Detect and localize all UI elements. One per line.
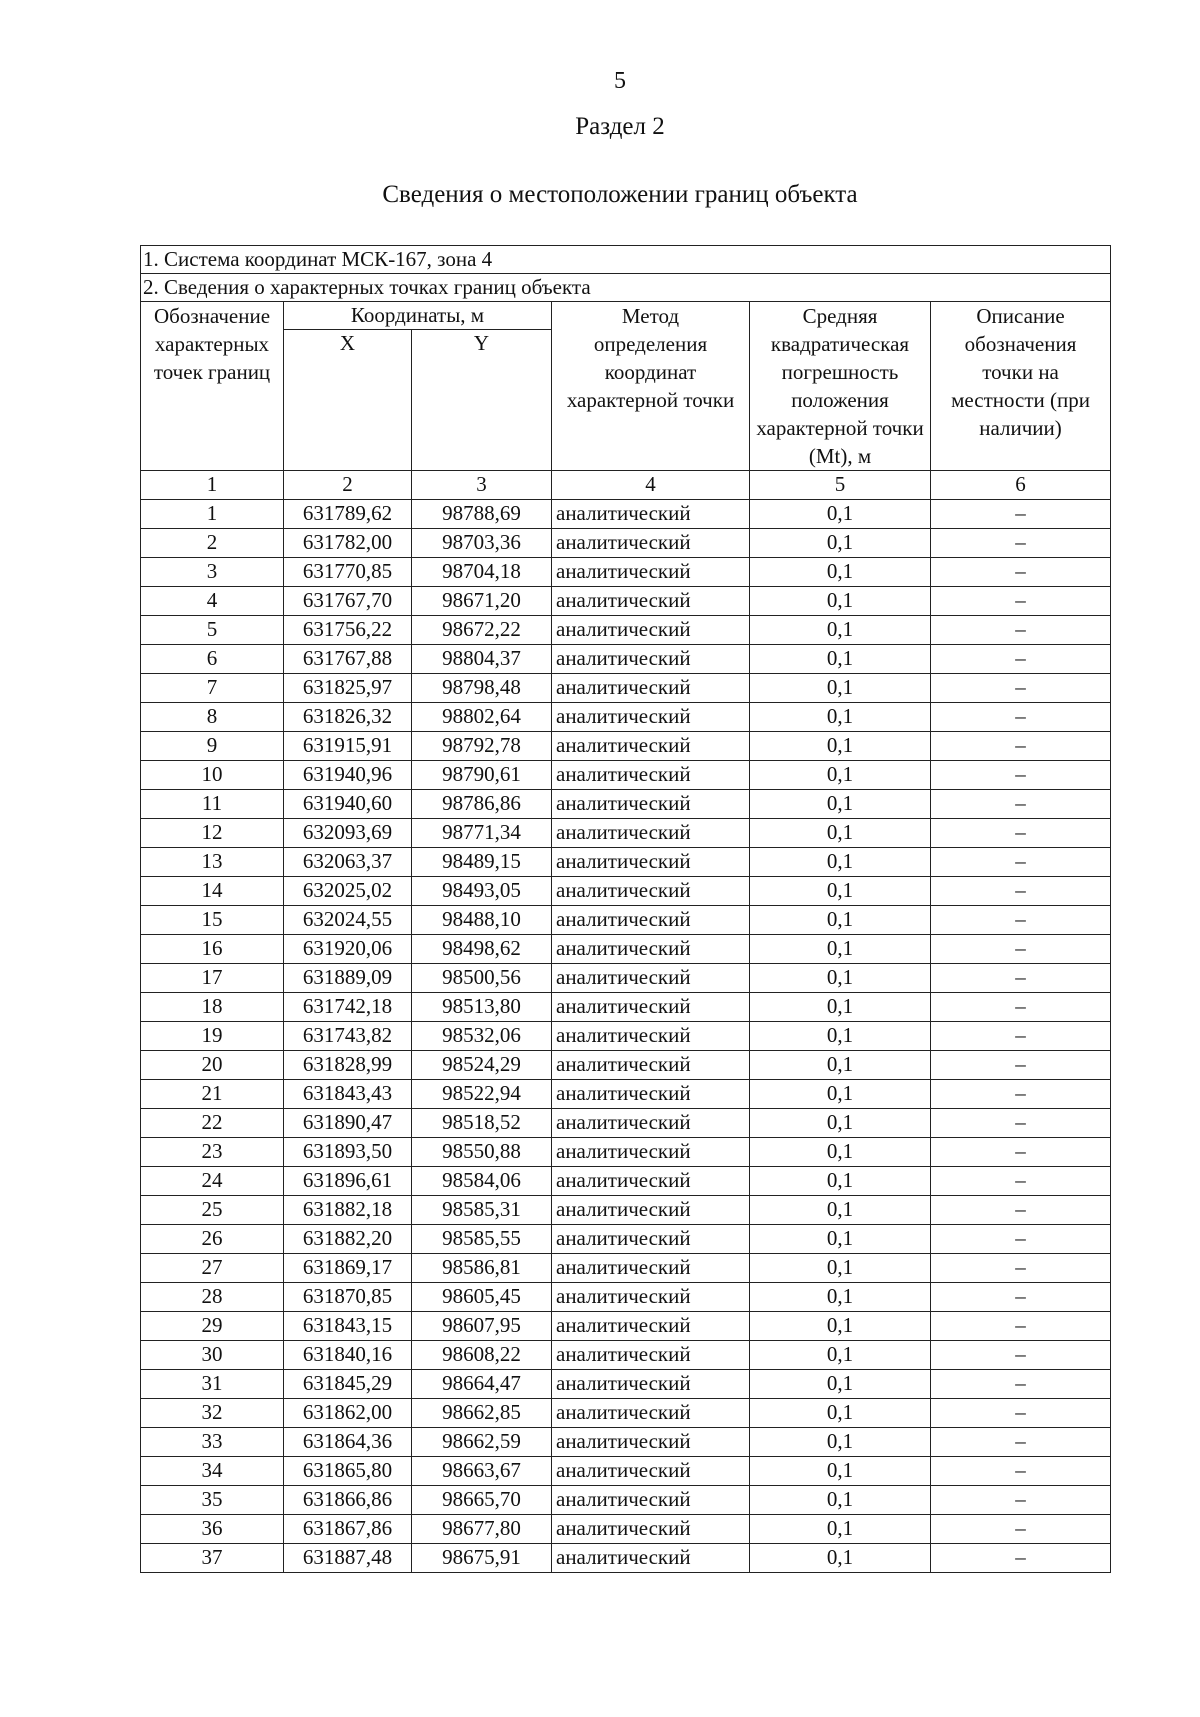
precision-cell: 0,1 bbox=[750, 1254, 931, 1283]
precision-cell: 0,1 bbox=[750, 1370, 931, 1399]
method-cell: аналитический bbox=[552, 906, 750, 935]
description-cell: – bbox=[931, 906, 1111, 935]
y-coordinate-cell: 98662,59 bbox=[412, 1428, 552, 1457]
precision-cell: 0,1 bbox=[750, 1225, 931, 1254]
precision-cell: 0,1 bbox=[750, 1341, 931, 1370]
y-coordinate-cell: 98672,22 bbox=[412, 616, 552, 645]
x-coordinate-cell: 631882,20 bbox=[284, 1225, 412, 1254]
y-coordinate-cell: 98522,94 bbox=[412, 1080, 552, 1109]
x-coordinate-cell: 632093,69 bbox=[284, 819, 412, 848]
header-description: Описание обозначения точки на местности (при наличии) bbox=[931, 302, 1111, 471]
y-coordinate-cell: 98513,80 bbox=[412, 993, 552, 1022]
method-cell: аналитический bbox=[552, 1312, 750, 1341]
y-coordinate-cell: 98584,06 bbox=[412, 1167, 552, 1196]
table-row bbox=[141, 1022, 1111, 1051]
method-cell: аналитический bbox=[552, 993, 750, 1022]
description-cell: – bbox=[931, 1225, 1111, 1254]
method-cell: аналитический bbox=[552, 645, 750, 674]
description-cell: – bbox=[931, 790, 1111, 819]
page-number: 5 bbox=[614, 68, 626, 94]
y-coordinate-cell: 98498,62 bbox=[412, 935, 552, 964]
table-row bbox=[141, 1428, 1111, 1457]
point-number-cell: 15 bbox=[141, 906, 284, 935]
description-cell: – bbox=[931, 935, 1111, 964]
precision-cell: 0,1 bbox=[750, 1138, 931, 1167]
table-row bbox=[141, 1167, 1111, 1196]
point-number-cell: 27 bbox=[141, 1254, 284, 1283]
method-cell: аналитический bbox=[552, 558, 750, 587]
table-row bbox=[141, 964, 1111, 993]
description-cell: – bbox=[931, 819, 1111, 848]
description-cell: – bbox=[931, 1428, 1111, 1457]
point-number-cell: 37 bbox=[141, 1544, 284, 1573]
table-row bbox=[141, 1515, 1111, 1544]
point-number-cell: 3 bbox=[141, 558, 284, 587]
precision-cell: 0,1 bbox=[750, 674, 931, 703]
y-coordinate-cell: 98550,88 bbox=[412, 1138, 552, 1167]
description-cell: – bbox=[931, 1312, 1111, 1341]
y-coordinate-cell: 98675,91 bbox=[412, 1544, 552, 1573]
precision-cell: 0,1 bbox=[750, 732, 931, 761]
y-coordinate-cell: 98792,78 bbox=[412, 732, 552, 761]
precision-cell: 0,1 bbox=[750, 1515, 931, 1544]
x-coordinate-cell: 631770,85 bbox=[284, 558, 412, 587]
precision-cell: 0,1 bbox=[750, 906, 931, 935]
precision-cell: 0,1 bbox=[750, 819, 931, 848]
point-number-cell: 34 bbox=[141, 1457, 284, 1486]
table-row bbox=[141, 732, 1111, 761]
method-cell: аналитический bbox=[552, 1515, 750, 1544]
method-cell: аналитический bbox=[552, 1080, 750, 1109]
point-number-cell: 36 bbox=[141, 1515, 284, 1544]
x-coordinate-cell: 631896,61 bbox=[284, 1167, 412, 1196]
x-coordinate-cell: 632024,55 bbox=[284, 906, 412, 935]
column-numbers-row bbox=[141, 471, 1111, 500]
y-coordinate-cell: 98798,48 bbox=[412, 674, 552, 703]
x-coordinate-cell: 631870,85 bbox=[284, 1283, 412, 1312]
table-row bbox=[141, 1254, 1111, 1283]
y-coordinate-cell: 98663,67 bbox=[412, 1457, 552, 1486]
description-cell: – bbox=[931, 1167, 1111, 1196]
point-number-cell: 8 bbox=[141, 703, 284, 732]
method-cell: аналитический bbox=[552, 732, 750, 761]
table-row bbox=[141, 558, 1111, 587]
column-number: 2 bbox=[284, 471, 412, 500]
x-coordinate-cell: 631743,82 bbox=[284, 1022, 412, 1051]
method-cell: аналитический bbox=[552, 1370, 750, 1399]
point-number-cell: 11 bbox=[141, 790, 284, 819]
precision-cell: 0,1 bbox=[750, 848, 931, 877]
y-coordinate-cell: 98586,81 bbox=[412, 1254, 552, 1283]
table-row bbox=[141, 877, 1111, 906]
method-cell: аналитический bbox=[552, 1486, 750, 1515]
table-row bbox=[141, 993, 1111, 1022]
method-cell: аналитический bbox=[552, 964, 750, 993]
description-cell: – bbox=[931, 1051, 1111, 1080]
point-number-cell: 29 bbox=[141, 1312, 284, 1341]
x-coordinate-cell: 631845,29 bbox=[284, 1370, 412, 1399]
table-row bbox=[141, 1109, 1111, 1138]
table-row bbox=[141, 1138, 1111, 1167]
description-cell: – bbox=[931, 877, 1111, 906]
x-coordinate-cell: 631862,00 bbox=[284, 1399, 412, 1428]
precision-cell: 0,1 bbox=[750, 1428, 931, 1457]
table-row bbox=[141, 1312, 1111, 1341]
y-coordinate-cell: 98671,20 bbox=[412, 587, 552, 616]
point-number-cell: 18 bbox=[141, 993, 284, 1022]
table-row bbox=[141, 587, 1111, 616]
section-heading: Раздел 2 bbox=[575, 113, 665, 140]
x-coordinate-cell: 631869,17 bbox=[284, 1254, 412, 1283]
method-cell: аналитический bbox=[552, 761, 750, 790]
description-cell: – bbox=[931, 1109, 1111, 1138]
table-row bbox=[141, 500, 1111, 529]
description-cell: – bbox=[931, 703, 1111, 732]
description-cell: – bbox=[931, 1457, 1111, 1486]
description-cell: – bbox=[931, 1283, 1111, 1312]
method-cell: аналитический bbox=[552, 500, 750, 529]
table-row bbox=[141, 906, 1111, 935]
x-coordinate-cell: 631756,22 bbox=[284, 616, 412, 645]
method-cell: аналитический bbox=[552, 1138, 750, 1167]
table-row bbox=[141, 529, 1111, 558]
precision-cell: 0,1 bbox=[750, 1312, 931, 1341]
x-coordinate-cell: 632025,02 bbox=[284, 877, 412, 906]
header-x: X bbox=[284, 330, 412, 471]
precision-cell: 0,1 bbox=[750, 1022, 931, 1051]
x-coordinate-cell: 631890,47 bbox=[284, 1109, 412, 1138]
coordinate-system-row bbox=[141, 246, 1111, 274]
x-coordinate-cell: 631825,97 bbox=[284, 674, 412, 703]
header-y: Y bbox=[412, 330, 552, 471]
y-coordinate-cell: 98664,47 bbox=[412, 1370, 552, 1399]
precision-cell: 0,1 bbox=[750, 616, 931, 645]
points-info-row bbox=[141, 274, 1111, 302]
x-coordinate-cell: 631920,06 bbox=[284, 935, 412, 964]
precision-cell: 0,1 bbox=[750, 1167, 931, 1196]
precision-cell: 0,1 bbox=[750, 529, 931, 558]
description-cell: – bbox=[931, 993, 1111, 1022]
description-cell: – bbox=[931, 674, 1111, 703]
y-coordinate-cell: 98790,61 bbox=[412, 761, 552, 790]
precision-cell: 0,1 bbox=[750, 1486, 931, 1515]
precision-cell: 0,1 bbox=[750, 790, 931, 819]
y-coordinate-cell: 98704,18 bbox=[412, 558, 552, 587]
y-coordinate-cell: 98488,10 bbox=[412, 906, 552, 935]
y-coordinate-cell: 98585,55 bbox=[412, 1225, 552, 1254]
table-row bbox=[141, 1196, 1111, 1225]
description-cell: – bbox=[931, 587, 1111, 616]
table-row bbox=[141, 1370, 1111, 1399]
description-cell: – bbox=[931, 1022, 1111, 1051]
header-method: Метод определения координат характерной точки bbox=[552, 302, 750, 471]
column-number: 4 bbox=[552, 471, 750, 500]
method-cell: аналитический bbox=[552, 529, 750, 558]
points-info-text: 2. Сведения о характерных точках границ объекта bbox=[141, 274, 1111, 302]
description-cell: – bbox=[931, 500, 1111, 529]
precision-cell: 0,1 bbox=[750, 1544, 931, 1573]
table-row bbox=[141, 616, 1111, 645]
x-coordinate-cell: 631840,16 bbox=[284, 1341, 412, 1370]
y-coordinate-cell: 98500,56 bbox=[412, 964, 552, 993]
point-number-cell: 10 bbox=[141, 761, 284, 790]
precision-cell: 0,1 bbox=[750, 877, 931, 906]
point-number-cell: 31 bbox=[141, 1370, 284, 1399]
point-number-cell: 1 bbox=[141, 500, 284, 529]
table-row bbox=[141, 935, 1111, 964]
point-number-cell: 24 bbox=[141, 1167, 284, 1196]
y-coordinate-cell: 98605,45 bbox=[412, 1283, 552, 1312]
point-number-cell: 9 bbox=[141, 732, 284, 761]
column-number: 1 bbox=[141, 471, 284, 500]
table-row bbox=[141, 848, 1111, 877]
precision-cell: 0,1 bbox=[750, 500, 931, 529]
description-cell: – bbox=[931, 1370, 1111, 1399]
x-coordinate-cell: 631866,86 bbox=[284, 1486, 412, 1515]
point-number-cell: 25 bbox=[141, 1196, 284, 1225]
method-cell: аналитический bbox=[552, 1428, 750, 1457]
method-cell: аналитический bbox=[552, 1196, 750, 1225]
precision-cell: 0,1 bbox=[750, 703, 931, 732]
y-coordinate-cell: 98489,15 bbox=[412, 848, 552, 877]
method-cell: аналитический bbox=[552, 819, 750, 848]
table-row bbox=[141, 1486, 1111, 1515]
point-number-cell: 17 bbox=[141, 964, 284, 993]
method-cell: аналитический bbox=[552, 1254, 750, 1283]
description-cell: – bbox=[931, 1544, 1111, 1573]
description-cell: – bbox=[931, 1341, 1111, 1370]
method-cell: аналитический bbox=[552, 674, 750, 703]
y-coordinate-cell: 98788,69 bbox=[412, 500, 552, 529]
table-row bbox=[141, 674, 1111, 703]
x-coordinate-cell: 631915,91 bbox=[284, 732, 412, 761]
description-cell: – bbox=[931, 964, 1111, 993]
method-cell: аналитический bbox=[552, 1051, 750, 1080]
point-number-cell: 21 bbox=[141, 1080, 284, 1109]
x-coordinate-cell: 631742,18 bbox=[284, 993, 412, 1022]
description-cell: – bbox=[931, 761, 1111, 790]
precision-cell: 0,1 bbox=[750, 935, 931, 964]
header-row bbox=[141, 302, 1111, 330]
y-coordinate-cell: 98607,95 bbox=[412, 1312, 552, 1341]
y-coordinate-cell: 98771,34 bbox=[412, 819, 552, 848]
description-cell: – bbox=[931, 616, 1111, 645]
method-cell: аналитический bbox=[552, 848, 750, 877]
point-number-cell: 23 bbox=[141, 1138, 284, 1167]
x-coordinate-cell: 631882,18 bbox=[284, 1196, 412, 1225]
method-cell: аналитический bbox=[552, 1399, 750, 1428]
x-coordinate-cell: 631889,09 bbox=[284, 964, 412, 993]
method-cell: аналитический bbox=[552, 935, 750, 964]
y-coordinate-cell: 98665,70 bbox=[412, 1486, 552, 1515]
point-number-cell: 19 bbox=[141, 1022, 284, 1051]
y-coordinate-cell: 98677,80 bbox=[412, 1515, 552, 1544]
point-number-cell: 5 bbox=[141, 616, 284, 645]
precision-cell: 0,1 bbox=[750, 1051, 931, 1080]
x-coordinate-cell: 631767,88 bbox=[284, 645, 412, 674]
precision-cell: 0,1 bbox=[750, 993, 931, 1022]
precision-cell: 0,1 bbox=[750, 587, 931, 616]
point-number-cell: 16 bbox=[141, 935, 284, 964]
point-number-cell: 35 bbox=[141, 1486, 284, 1515]
description-cell: – bbox=[931, 848, 1111, 877]
precision-cell: 0,1 bbox=[750, 558, 931, 587]
method-cell: аналитический bbox=[552, 790, 750, 819]
column-number: 6 bbox=[931, 471, 1111, 500]
x-coordinate-cell: 631843,43 bbox=[284, 1080, 412, 1109]
header-mt: Средняя квадратическая погрешность положения характерной точки (Mt), м bbox=[750, 302, 931, 471]
table-row bbox=[141, 790, 1111, 819]
table-row bbox=[141, 703, 1111, 732]
column-number: 5 bbox=[750, 471, 931, 500]
x-coordinate-cell: 631843,15 bbox=[284, 1312, 412, 1341]
method-cell: аналитический bbox=[552, 587, 750, 616]
point-number-cell: 22 bbox=[141, 1109, 284, 1138]
method-cell: аналитический bbox=[552, 1457, 750, 1486]
precision-cell: 0,1 bbox=[750, 1080, 931, 1109]
x-coordinate-cell: 631893,50 bbox=[284, 1138, 412, 1167]
description-cell: – bbox=[931, 1080, 1111, 1109]
precision-cell: 0,1 bbox=[750, 964, 931, 993]
description-cell: – bbox=[931, 1486, 1111, 1515]
description-cell: – bbox=[931, 1138, 1111, 1167]
point-number-cell: 33 bbox=[141, 1428, 284, 1457]
description-cell: – bbox=[931, 1515, 1111, 1544]
coordinate-system-text: 1. Система координат МСК-167, зона 4 bbox=[141, 246, 1111, 274]
precision-cell: 0,1 bbox=[750, 1457, 931, 1486]
x-coordinate-cell: 631826,32 bbox=[284, 703, 412, 732]
x-coordinate-cell: 631867,86 bbox=[284, 1515, 412, 1544]
point-number-cell: 28 bbox=[141, 1283, 284, 1312]
x-coordinate-cell: 631940,96 bbox=[284, 761, 412, 790]
table-row bbox=[141, 1225, 1111, 1254]
column-number: 3 bbox=[412, 471, 552, 500]
x-coordinate-cell: 631865,80 bbox=[284, 1457, 412, 1486]
point-number-cell: 32 bbox=[141, 1399, 284, 1428]
point-number-cell: 30 bbox=[141, 1341, 284, 1370]
point-number-cell: 7 bbox=[141, 674, 284, 703]
description-cell: – bbox=[931, 732, 1111, 761]
precision-cell: 0,1 bbox=[750, 1283, 931, 1312]
table-row bbox=[141, 761, 1111, 790]
y-coordinate-cell: 98493,05 bbox=[412, 877, 552, 906]
table-row bbox=[141, 1457, 1111, 1486]
precision-cell: 0,1 bbox=[750, 1109, 931, 1138]
y-coordinate-cell: 98703,36 bbox=[412, 529, 552, 558]
coordinates-table bbox=[140, 245, 1111, 1573]
x-coordinate-cell: 632063,37 bbox=[284, 848, 412, 877]
header-coordinates: Координаты, м bbox=[284, 302, 552, 330]
point-number-cell: 26 bbox=[141, 1225, 284, 1254]
header-point: Обозначение характерных точек границ bbox=[141, 302, 284, 471]
y-coordinate-cell: 98662,85 bbox=[412, 1399, 552, 1428]
precision-cell: 0,1 bbox=[750, 1399, 931, 1428]
point-number-cell: 2 bbox=[141, 529, 284, 558]
method-cell: аналитический bbox=[552, 616, 750, 645]
y-coordinate-cell: 98802,64 bbox=[412, 703, 552, 732]
x-coordinate-cell: 631828,99 bbox=[284, 1051, 412, 1080]
x-coordinate-cell: 631864,36 bbox=[284, 1428, 412, 1457]
method-cell: аналитический bbox=[552, 1167, 750, 1196]
method-cell: аналитический bbox=[552, 1341, 750, 1370]
y-coordinate-cell: 98608,22 bbox=[412, 1341, 552, 1370]
method-cell: аналитический bbox=[552, 1109, 750, 1138]
description-cell: – bbox=[931, 1399, 1111, 1428]
table-row bbox=[141, 819, 1111, 848]
method-cell: аналитический bbox=[552, 703, 750, 732]
point-number-cell: 20 bbox=[141, 1051, 284, 1080]
x-coordinate-cell: 631887,48 bbox=[284, 1544, 412, 1573]
description-cell: – bbox=[931, 1254, 1111, 1283]
x-coordinate-cell: 631789,62 bbox=[284, 500, 412, 529]
precision-cell: 0,1 bbox=[750, 1196, 931, 1225]
table-row bbox=[141, 1399, 1111, 1428]
table-row bbox=[141, 1283, 1111, 1312]
method-cell: аналитический bbox=[552, 1544, 750, 1573]
precision-cell: 0,1 bbox=[750, 645, 931, 674]
description-cell: – bbox=[931, 529, 1111, 558]
method-cell: аналитический bbox=[552, 1225, 750, 1254]
method-cell: аналитический bbox=[552, 877, 750, 906]
table-row bbox=[141, 1080, 1111, 1109]
description-cell: – bbox=[931, 645, 1111, 674]
y-coordinate-cell: 98532,06 bbox=[412, 1022, 552, 1051]
x-coordinate-cell: 631940,60 bbox=[284, 790, 412, 819]
x-coordinate-cell: 631767,70 bbox=[284, 587, 412, 616]
point-number-cell: 6 bbox=[141, 645, 284, 674]
method-cell: аналитический bbox=[552, 1283, 750, 1312]
table-row bbox=[141, 645, 1111, 674]
x-coordinate-cell: 631782,00 bbox=[284, 529, 412, 558]
point-number-cell: 4 bbox=[141, 587, 284, 616]
method-cell: аналитический bbox=[552, 1022, 750, 1051]
description-cell: – bbox=[931, 558, 1111, 587]
y-coordinate-cell: 98585,31 bbox=[412, 1196, 552, 1225]
y-coordinate-cell: 98524,29 bbox=[412, 1051, 552, 1080]
precision-cell: 0,1 bbox=[750, 761, 931, 790]
point-number-cell: 13 bbox=[141, 848, 284, 877]
table-row bbox=[141, 1341, 1111, 1370]
table-row bbox=[141, 1544, 1111, 1573]
y-coordinate-cell: 98518,52 bbox=[412, 1109, 552, 1138]
document-title: Сведения о местоположении границ объекта bbox=[382, 181, 858, 208]
y-coordinate-cell: 98786,86 bbox=[412, 790, 552, 819]
point-number-cell: 12 bbox=[141, 819, 284, 848]
description-cell: – bbox=[931, 1196, 1111, 1225]
point-number-cell: 14 bbox=[141, 877, 284, 906]
table-row bbox=[141, 1051, 1111, 1080]
y-coordinate-cell: 98804,37 bbox=[412, 645, 552, 674]
